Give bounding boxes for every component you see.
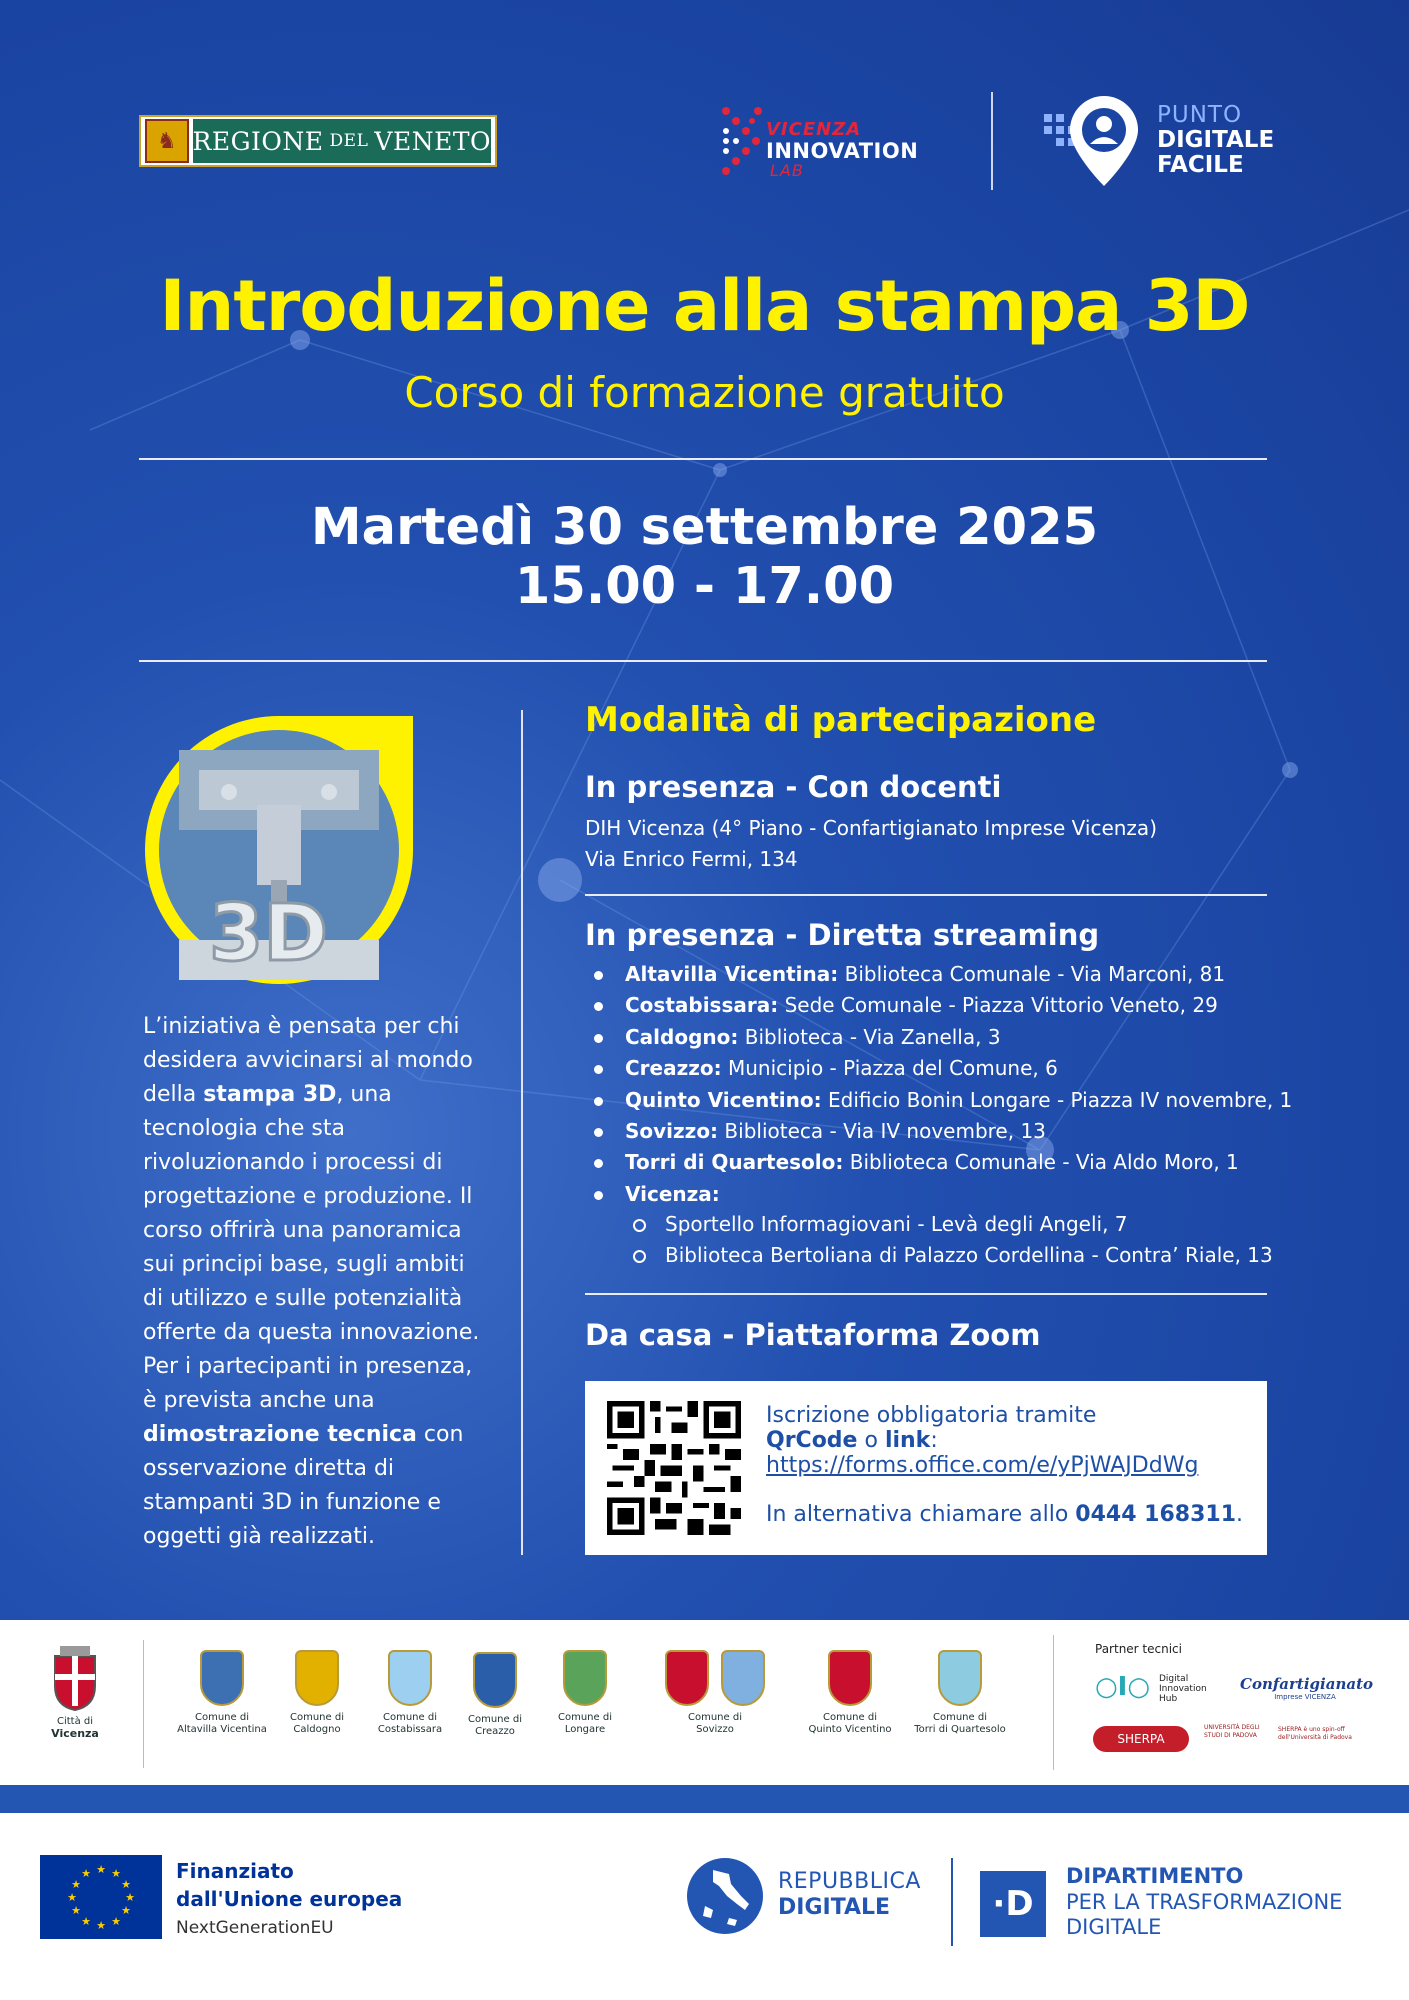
intro-p1: L’iniziativa è pensata per chi desidera avvicinarsi al mondo della <box>143 1014 473 1107</box>
svg-text:★: ★ <box>121 1878 131 1891</box>
rd-line2: DIGITALE <box>778 1895 891 1920</box>
vicenza-sublist <box>625 1212 1273 1275</box>
regione-veneto-text <box>193 119 492 163</box>
divider-top <box>139 458 1267 460</box>
alt-suffix: . <box>1236 1502 1244 1527</box>
dih-text: Digital Innovation Hub <box>1159 1674 1207 1704</box>
partner-label: Partner tecnici <box>1095 1642 1182 1656</box>
link-label: link <box>884 1428 931 1453</box>
svg-text:★: ★ <box>111 1867 121 1880</box>
comune-name: Caldogno <box>293 1724 341 1735</box>
comune-label: Comune di <box>823 1712 877 1723</box>
zoom-heading: Da casa - Piattaforma Zoom <box>585 1318 1041 1352</box>
location-place: Sede Comunale - Piazza Vittorio Veneto, 29 <box>778 993 1218 1018</box>
location-place: Biblioteca Comunale - Via Aldo Moro, 1 <box>843 1150 1239 1175</box>
comune-label: Comune di <box>933 1712 987 1723</box>
vicenza-innovation-lab-logo <box>718 95 948 185</box>
comune-label: Comune di <box>290 1712 344 1723</box>
crest-icon <box>388 1650 432 1706</box>
page-title: Introduzione alla stampa 3D <box>159 265 1250 347</box>
list-item <box>585 1119 1285 1150</box>
footer-funding <box>0 1813 1409 2000</box>
dtd-line3: DIGITALE <box>1066 1915 1162 1939</box>
comune-name: Costabissara <box>377 1724 443 1735</box>
comune-longare-logo <box>545 1650 625 1736</box>
comune-caldogno-logo <box>272 1650 362 1736</box>
pdf-line3: FACILE <box>1157 152 1244 178</box>
comune-creazzo-logo <box>455 1652 535 1738</box>
logo-separator-1 <box>143 1640 144 1768</box>
streaming-heading: In presenza - Diretta streaming <box>585 918 1100 952</box>
comune-name: Torri di Quartesolo <box>914 1724 1006 1735</box>
page-subtitle: Corso di formazione gratuito <box>404 368 1005 417</box>
comune-label: Comune di <box>688 1712 742 1723</box>
confartigianato-sub: Imprese VICENZA <box>1274 1693 1336 1701</box>
svg-text:3D: 3D <box>209 889 329 979</box>
location-pin-icon <box>1042 92 1150 192</box>
location-place: Biblioteca - Via Zanella, 3 <box>738 1024 1001 1049</box>
intro-p3: con osservazione diretta di stampanti 3D in funzione e oggetti già realizzati. <box>143 1422 464 1549</box>
intro-p2: , una tecnologia che sta rivoluzionando i processi di progettazione e produzione. Il corso offrirà una panoramica sui principi base, sugli ambiti di utilizzo e sulle potenzialità offerte da questa innovazione. Per i partecipanti in presenza, è prevista anche una <box>143 1082 480 1413</box>
regione-suffix: VENETO <box>374 126 491 156</box>
docenti-line2: Via Enrico Fermi, 134 <box>585 847 798 871</box>
svg-text:★: ★ <box>111 1915 121 1928</box>
qrcode-label: QrCode <box>766 1428 858 1453</box>
3d-printer-image <box>139 710 419 990</box>
list-item <box>585 1087 1293 1119</box>
svg-text:★: ★ <box>67 1891 77 1904</box>
municipality-logo-bar <box>0 1620 1409 1785</box>
zoom-registration-box <box>585 1381 1267 1555</box>
list-item <box>585 1025 1285 1056</box>
svg-text:★: ★ <box>71 1904 81 1917</box>
comune-name: Longare <box>564 1724 606 1735</box>
blue-band <box>0 1785 1409 1813</box>
pdf-line1: PUNTO <box>1157 102 1243 128</box>
location-name: Costabissara: <box>625 993 779 1018</box>
location-name: Torri di Quartesolo: <box>625 1150 844 1175</box>
regione-prefix: REGIONE <box>192 126 324 156</box>
confartigianato-logo <box>1240 1675 1374 1701</box>
vicenza-crest-icon <box>50 1646 100 1712</box>
divider-streaming <box>585 1293 1267 1295</box>
comune-name: Quinto Vicentino <box>808 1724 892 1735</box>
crest-icon <box>938 1650 982 1706</box>
list-item <box>585 962 1285 993</box>
zoom-line1: Iscrizione obbligatoria tramite <box>766 1403 1097 1428</box>
sherpa-logo: SHERPA <box>1093 1726 1189 1752</box>
comune-torri-logo <box>905 1650 1015 1736</box>
comune-name: Creazzo <box>475 1726 515 1737</box>
dih-mark-icon: ○I○ <box>1095 1672 1151 1702</box>
intro-bold-stampa: stampa 3D <box>203 1082 337 1107</box>
location-name: Caldogno: <box>625 1024 739 1049</box>
list-item <box>585 1150 1285 1181</box>
vil-line3: LAB <box>770 161 804 180</box>
registration-link[interactable]: https://forms.office.com/e/yPjWAJDdWg <box>766 1453 1199 1478</box>
dih-logo <box>1095 1670 1215 1710</box>
comune-costabissara-logo <box>365 1650 455 1736</box>
dtd-line1: DIPARTIMENTO <box>1066 1864 1244 1888</box>
unipd-logo: UNIVERSITÀ DEGLI STUDI DI PADOVA <box>1204 1724 1260 1739</box>
comune-name: Altavilla Vicentina <box>177 1724 267 1735</box>
qr-code-icon[interactable] <box>607 1401 741 1535</box>
confartigianato-text: Confartigianato <box>1240 1675 1374 1693</box>
alt-prefix: In alternativa chiamare allo <box>766 1502 1076 1527</box>
svg-text:★: ★ <box>96 1863 106 1876</box>
docenti-line1: DIH Vicenza (4° Piano - Confartigianato Imprese Vicenza) <box>585 816 1157 840</box>
crest-icon <box>200 1650 244 1706</box>
sub-list-item: Sportello Informagiovani - Levà degli Angeli, 7 <box>625 1212 1273 1243</box>
zoom-colon: : <box>930 1428 938 1453</box>
logo-separator-2 <box>1053 1635 1054 1770</box>
sub-list-item: Biblioteca Bertoliana di Palazzo Cordellina - Contra’ Riale, 13 <box>625 1243 1273 1274</box>
list-item <box>585 1056 1285 1087</box>
comune-name: Sovizzo <box>696 1724 734 1735</box>
svg-text:★: ★ <box>71 1878 81 1891</box>
footer-separator <box>951 1858 953 1946</box>
regione-small: DEL <box>329 131 369 151</box>
crest-icon <box>473 1652 517 1708</box>
sovizzo-crests <box>645 1650 785 1712</box>
lion-crest-icon: ♞ <box>145 119 189 163</box>
vil-line2: INNOVATION <box>766 139 919 163</box>
crest-icon <box>295 1650 339 1706</box>
location-place: Edificio Bonin Longare - Piazza IV novembre, 1 <box>821 1087 1293 1112</box>
dtd-line2: PER LA TRASFORMAZIONE <box>1066 1890 1343 1914</box>
svg-text:★: ★ <box>81 1915 91 1928</box>
location-place: Biblioteca - Via IV novembre, 13 <box>718 1118 1046 1143</box>
zoom-or: o <box>857 1428 885 1453</box>
dtd-d-icon: ·D <box>980 1871 1046 1937</box>
svg-text:★: ★ <box>96 1919 106 1932</box>
crest-icon <box>563 1650 607 1706</box>
svg-text:★: ★ <box>121 1904 131 1917</box>
svg-text:★: ★ <box>81 1867 91 1880</box>
comune-label: Comune di <box>195 1712 249 1723</box>
crest-icon <box>721 1650 765 1706</box>
italy-map-icon <box>685 1856 765 1936</box>
vicenza-city-small: Città di <box>56 1716 94 1727</box>
comune-altavilla-logo <box>172 1650 272 1736</box>
location-name: Sovizzo: <box>625 1118 719 1143</box>
eu-line1: Finanziato <box>176 1859 294 1883</box>
list-item <box>585 993 1285 1024</box>
location-name: Altavilla Vicentina: <box>625 962 839 986</box>
location-name: Vicenza: <box>625 1181 720 1206</box>
rd-line1: REPUBBLICA <box>778 1869 921 1894</box>
crest-icon <box>828 1650 872 1706</box>
zoom-line2 <box>766 1428 938 1453</box>
zoom-phone-line <box>766 1502 1243 1527</box>
event-time: 15.00 - 17.00 <box>514 557 895 616</box>
location-place: Biblioteca Comunale - Via Marconi, 81 <box>838 962 1226 986</box>
modalita-heading: Modalità di partecipazione <box>585 700 1097 740</box>
eu-line3: NextGenerationEU <box>176 1918 334 1938</box>
phone-number[interactable]: 0444 168311 <box>1075 1502 1237 1527</box>
vicenza-city-logo <box>45 1646 105 1740</box>
comune-label: Comune di <box>558 1712 612 1723</box>
vil-line1: VICENZA <box>766 119 862 140</box>
3d-printer-illustration <box>139 710 419 990</box>
location-place: Municipio - Piazza del Comune, 6 <box>721 1056 1058 1081</box>
divider-date <box>139 660 1267 662</box>
header-separator <box>991 92 993 190</box>
sherpa-note: SHERPA è uno spin-off dell'Università di Padova <box>1278 1726 1352 1741</box>
comune-label: Comune di <box>468 1714 522 1725</box>
pdf-line2: DIGITALE <box>1157 127 1275 153</box>
intro-bold-dimostrazione: dimostrazione tecnica <box>143 1422 417 1447</box>
intro-text <box>143 1010 488 1554</box>
docenti-heading: In presenza - Con docenti <box>585 770 1002 804</box>
crest-icon <box>665 1650 709 1706</box>
list-item <box>585 1182 1285 1213</box>
streaming-locations-list <box>585 962 1293 1213</box>
svg-text:★: ★ <box>125 1891 135 1904</box>
column-separator <box>521 710 523 1555</box>
vicenza-city-name: Vicenza <box>51 1727 99 1740</box>
event-date: Martedì 30 settembre 2025 <box>310 498 1099 557</box>
eu-line2: dall'Unione europea <box>176 1887 403 1911</box>
regione-veneto-logo <box>139 115 497 167</box>
eu-flag-icon <box>40 1855 162 1939</box>
divider-docenti <box>585 894 1267 896</box>
comune-sovizzo-logo <box>645 1650 785 1736</box>
location-name: Quinto Vicentino: <box>625 1087 822 1112</box>
comune-quinto-logo <box>800 1650 900 1736</box>
location-name: Creazzo: <box>625 1056 722 1081</box>
punto-digitale-facile-logo <box>1042 92 1282 192</box>
comune-label: Comune di <box>383 1712 437 1723</box>
